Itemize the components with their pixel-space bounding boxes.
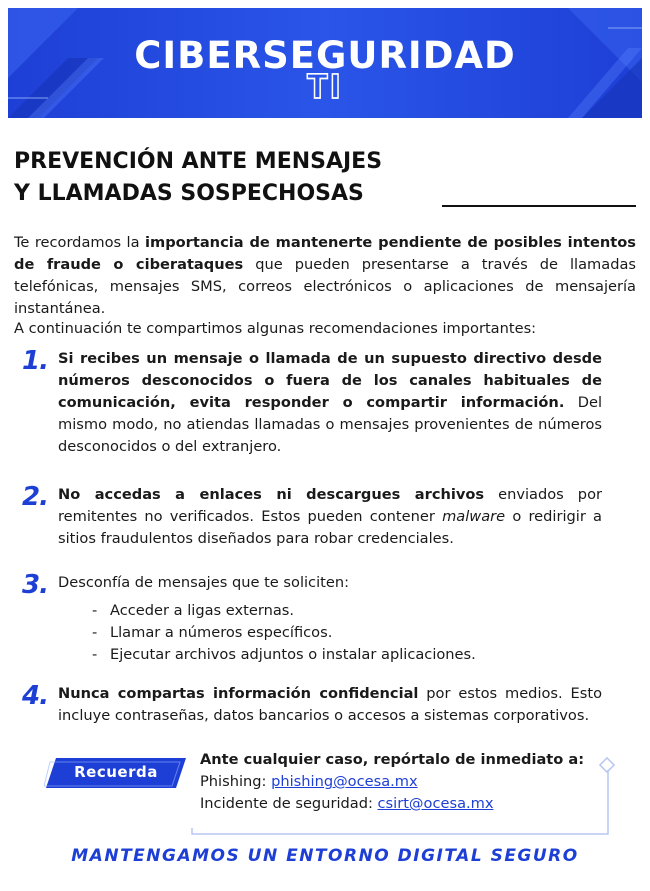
list-item: - Ejecutar archivos adjuntos o instalar aplicaciones. <box>92 646 476 663</box>
item-text-normal: Del mismo modo, no atiendas llamadas o mensajes provenientes de números desconocidos o del extranjero. <box>58 394 602 455</box>
title-underline <box>442 205 636 207</box>
list-item-text: Ejecutar archivos adjuntos o instalar aplicaciones. <box>110 646 476 663</box>
report-info <box>200 749 600 815</box>
list-item: - Acceder a ligas externas. <box>92 602 295 619</box>
item-text-bold: Si recibes un mensaje o llamada de un supuesto directivo desde números desconocidos o fuera de los canales habituales de comunicación, evita responder o compartir información. <box>58 350 602 411</box>
intro-text-post: que pueden presentarse a través de llamadas telefónicas, mensajes SMS, correos electrónicos o aplicaciones de mensajería instantánea. <box>14 256 637 317</box>
item-number: 4. <box>22 681 48 711</box>
header-banner <box>8 8 642 118</box>
footer-slogan: MANTENGAMOS UN ENTORNO DIGITAL SEGURO <box>71 846 579 866</box>
item-text: Desconfía de mensajes que te soliciten: <box>58 574 349 591</box>
page-title-line1: PREVENCIÓN ANTE MENSAJES <box>14 149 383 174</box>
recommendation-3-list <box>92 600 592 666</box>
list-item-text: Acceder a ligas externas. <box>110 602 295 619</box>
incident-label: Incidente de seguridad: <box>200 795 378 812</box>
item-number: 1. <box>22 346 48 376</box>
item-text <box>58 683 602 727</box>
item-number: 2. <box>22 482 48 512</box>
item-number: 3. <box>22 570 48 600</box>
item-text <box>58 348 602 458</box>
list-item-text: Llamar a números específicos. <box>110 624 333 641</box>
list-item: - Llamar a números específicos. <box>92 624 333 641</box>
incident-email-link[interactable]: csirt@ocesa.mx <box>377 795 494 812</box>
incident-line <box>200 793 600 815</box>
recuerda-label: Recuerda <box>74 763 158 781</box>
page-title <box>14 146 634 210</box>
item-text-post: o redirigir a sitios fraudulentos diseñados para robar credenciales. <box>58 508 603 547</box>
phishing-label: Phishing: <box>200 773 272 790</box>
lead-paragraph: A continuación te compartimos algunas recomendaciones importantes: <box>14 320 537 337</box>
item-text-bold: No accedas a enlaces ni descargues archivos <box>58 486 485 503</box>
item-text-italic: malware <box>442 508 506 525</box>
item-text-pre: enviados por remitentes no verificados. Estos pueden contener <box>58 486 602 525</box>
page-title-line2: Y LLAMADAS SOSPECHOSAS <box>14 181 364 206</box>
item-text-bold: Nunca compartas información confidencial <box>58 685 419 702</box>
phishing-email-link[interactable]: phishing@ocesa.mx <box>271 773 418 790</box>
item-text <box>58 484 602 550</box>
phishing-line <box>200 771 600 793</box>
banner-subtitle: TI <box>307 68 343 107</box>
recuerda-badge <box>44 756 188 790</box>
item-text-normal: por estos medios. Esto incluye contraseñas, datos bancarios o accesos a sistemas corporativos. <box>58 685 602 724</box>
intro-paragraph <box>14 232 636 320</box>
report-title: Ante cualquier caso, repórtalo de inmediato a: <box>200 751 585 768</box>
intro-text-pre: Te recordamos la <box>14 234 145 251</box>
banner-title: CIBERSEGURIDAD <box>134 34 516 77</box>
intro-text-bold: importancia de mantenerte pendiente de posibles intentos de fraude o ciberataques <box>14 234 636 273</box>
